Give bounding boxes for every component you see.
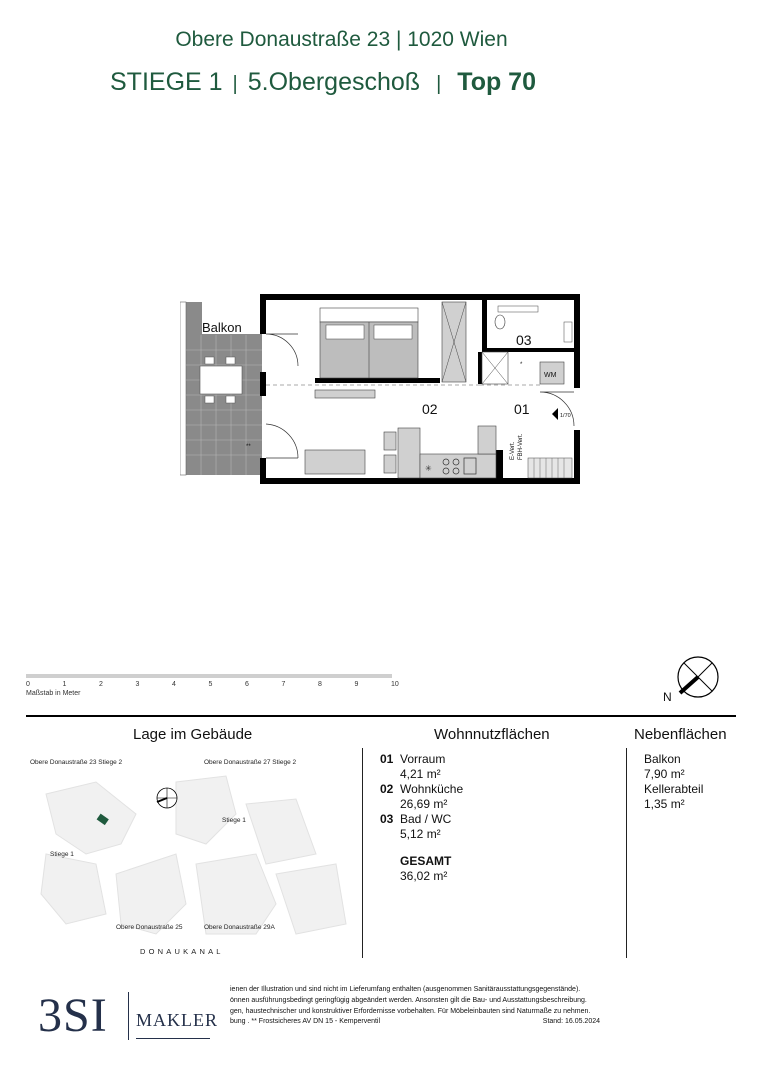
- room-02-number: 02: [422, 401, 438, 417]
- scale-tick-label: 7: [281, 681, 286, 688]
- location-heading: Lage im Gebäude: [133, 726, 253, 743]
- top-label: Top 70: [457, 68, 536, 96]
- scale-tick-label: 5: [208, 681, 213, 688]
- column-divider: [626, 748, 627, 958]
- section-divider: [26, 715, 736, 717]
- project-address: Obere Donaustraße 23 | 1020 Wien: [175, 28, 508, 51]
- room-area: 5,12 m²: [400, 827, 441, 841]
- room-01-number: 01: [514, 401, 530, 417]
- secondary-name: Kellerabteil: [644, 782, 704, 796]
- company-logo-mark: 3SI: [38, 989, 108, 1042]
- room-name: Vorraum: [400, 752, 446, 766]
- door-tag: 1/70: [560, 413, 571, 419]
- scale-tick-label: 4: [172, 681, 176, 688]
- compass: [655, 655, 725, 707]
- scale-tick-label: 10: [391, 681, 399, 688]
- floor-plan: [180, 290, 590, 495]
- scale-tick-label: 6: [245, 681, 249, 688]
- svg-text:✳: ✳: [425, 464, 432, 473]
- washer-label: WM: [544, 372, 557, 379]
- living-area-list: [380, 752, 463, 884]
- canal-label: DONAUKANAL: [140, 947, 224, 956]
- balcony-label: Balkon: [202, 320, 242, 335]
- room-name: Wohnküche: [400, 782, 464, 796]
- scale-tick-label: 3: [135, 681, 140, 688]
- room-number: 02: [380, 782, 394, 796]
- total-area: 36,02 m²: [400, 869, 448, 883]
- separator: |: [436, 73, 442, 95]
- location-map: [26, 754, 360, 959]
- svg-text:*: *: [520, 362, 523, 368]
- secondary-area-list: [644, 752, 703, 812]
- map-label: Stiege 1: [50, 851, 74, 858]
- north-label: N: [663, 690, 672, 704]
- room-number: 03: [380, 812, 394, 826]
- stiege-label: STIEGE 1: [110, 68, 223, 96]
- separator: |: [232, 73, 238, 95]
- unit-title: [110, 68, 536, 97]
- room-area: 4,21 m²: [400, 767, 441, 781]
- total-label: GESAMT: [400, 854, 452, 868]
- room-number: 01: [380, 752, 394, 766]
- secondary-area: 1,35 m²: [644, 797, 685, 811]
- room-03-number: 03: [516, 332, 532, 348]
- room-name: Bad / WC: [400, 812, 452, 826]
- scale-tick-label: 9: [354, 681, 359, 688]
- map-label: Obere Donaustraße 23 Stiege 2: [30, 759, 123, 766]
- scale-tick-label: 8: [318, 681, 322, 688]
- legal-disclaimer: ienen der Illustration und sind nicht im Lieferumfang enthalten (ausgenommen Sanitärausstattungsgegenstände). önnen ausführungsbedingt geringfügig abgeändert werden. Ansonsten gilt die Bau- und Ausstattungsbeschreibung. gen, haustechnischer und konstruktiver Erfordernisse vorbehalten. Für Möbeleinbauten sind Naturmaße zu nehmen. bung . ** Frostsicheres AV DN 15 - Kemperventil Stand: 16.05.2024: [230, 985, 610, 1028]
- secondary-area-heading: Nebenflächen: [634, 726, 727, 743]
- room-area: 26,69 m²: [400, 797, 448, 811]
- logo-underline: [136, 1038, 210, 1039]
- map-label: Obere Donaustraße 25: [116, 924, 183, 931]
- floor-label: 5.Obergeschoß: [247, 68, 421, 96]
- fbh-vert-label: FBH-Vert.: [518, 433, 524, 460]
- map-label: Stiege 1: [222, 817, 246, 824]
- scale-tick-label: 0: [26, 681, 30, 688]
- column-divider: [362, 748, 363, 958]
- scale-bar: [26, 674, 406, 698]
- logo-divider: [128, 992, 129, 1040]
- scale-tick-label: 1: [62, 681, 67, 688]
- scale-tick-label: 2: [99, 681, 103, 688]
- map-label: Obere Donaustraße 27 Stiege 2: [204, 759, 297, 766]
- e-vert-label: E-Vert.: [510, 441, 516, 460]
- date-stamp: Stand: 16.05.2024: [542, 1018, 600, 1026]
- map-label: Obere Donaustraße 29A: [204, 924, 275, 931]
- secondary-name: Balkon: [644, 752, 681, 766]
- living-area-heading: Wohnnutzflächen: [434, 726, 550, 743]
- scale-caption: Maßstab in Meter: [26, 690, 81, 697]
- secondary-area: 7,90 m²: [644, 767, 685, 781]
- frost-valve-marker: **: [246, 444, 251, 450]
- company-logo-word: MAKLER: [136, 1010, 218, 1030]
